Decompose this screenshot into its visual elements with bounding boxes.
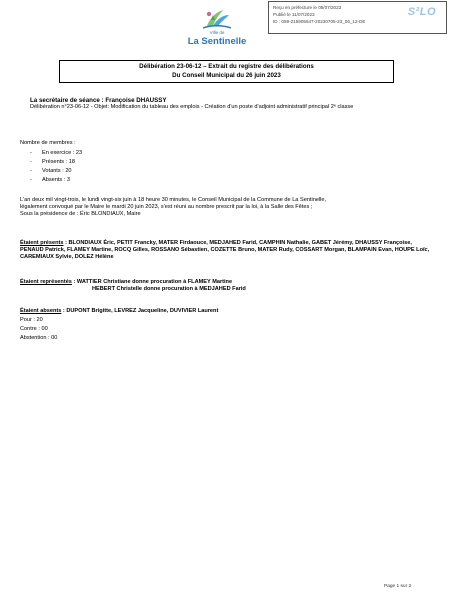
members-title: Nombre de membres : <box>20 140 76 146</box>
list-item: - Votants : 20 <box>30 168 72 174</box>
list-item: - Absents : 3 <box>30 177 70 183</box>
intro-line-3: Sous la présidence de : Éric BLONDIAUX, Maire <box>20 211 141 218</box>
present-members <box>20 240 436 262</box>
prefecture-stamp <box>268 1 447 34</box>
intro-line-2: légalement convoqué par le Maire le mardi 20 juin 2023, s'est réuni au nombre prescrit par la loi, à la Salle des Fêtes ; <box>20 204 313 211</box>
object-text: Modification du tableau des emplois - Création d'un poste d'adjoint administratif principal 2ᵉ classe <box>110 104 354 110</box>
votes-against: Contre : 00 <box>20 326 48 332</box>
list-item: - Présents : 18 <box>30 159 75 165</box>
absent-names: : DUPONT Brigitte, LEVREZ Jacqueline, DUVIVIER Laurent <box>62 308 219 314</box>
deliberation-title-box <box>59 60 394 83</box>
votes-abstention: Abstention : 00 <box>20 335 58 341</box>
represented-members <box>20 279 436 293</box>
session-secretary: La secrétaire de séance : Françoise DHAUSSY <box>30 97 167 104</box>
object-label: Délibération n°23-06-12 - Objet: <box>30 104 110 110</box>
town-emblem-icon <box>185 6 249 32</box>
members-list <box>30 149 82 185</box>
title-line-2: Du Conseil Municipal du 26 juin 2023 <box>172 71 281 79</box>
stamp-received: Reçu en préfecture le 05/07/2023 <box>273 5 342 10</box>
absent-members <box>20 308 218 315</box>
slo-logo: S²LO <box>407 6 436 18</box>
present-names: : BLONDIAUX Éric, PETIT Francky, MATER Firdaouce, MEDJAHED Farid, CAMPHIN Nathalie, GABET Jérémy, DHAUSSY Françoise, PENAUD Patrick, FLAMEY Martine, ROCQ Gilles, ROSSANO Sébastien, COZETTE Bruno, MATER Rudy, COSSART Morgan, BLAMPAIN Evan, HOUPE Loïc, CAREMIAUX Sylvie, DOLEZ Hélène <box>20 240 430 261</box>
represented-line-1: : WATTIER Christiane donne procuration à FLAMEY Martine <box>73 279 233 285</box>
session-intro <box>20 197 436 219</box>
present-label: Étaient présents <box>20 240 64 246</box>
absent-label: Étaient absents <box>20 308 62 314</box>
represented-line-2: HEBERT Christelle donne procuration à MEDJAHED Farid <box>92 286 246 293</box>
town-label-small: Ville de <box>209 30 225 35</box>
title-line-1: Délibération 23-06-12 – Extrait du registre des délibérations <box>139 63 314 70</box>
stamp-published: Publié le 11/07/2023 <box>273 12 315 17</box>
deliberation-object <box>30 104 430 111</box>
represented-label: Étaient représentés <box>20 279 72 285</box>
intro-line-1: L'an deux mil vingt-trois, le lundi vingt-six juin à 18 heure 30 minutes, le Conseil Municipal de la Commune de La Sentinelle, <box>20 197 327 203</box>
stamp-id: ID : 059-215905647-20230705-23_06_12-DE <box>273 19 366 24</box>
list-item: - En exercice : 23 <box>30 150 83 156</box>
page-number: Page 1 sur 2 <box>384 584 412 589</box>
votes-for: Pour : 20 <box>20 317 43 323</box>
town-logo <box>185 6 249 50</box>
town-name: La Sentinelle <box>187 36 247 47</box>
vote-results <box>20 316 57 343</box>
